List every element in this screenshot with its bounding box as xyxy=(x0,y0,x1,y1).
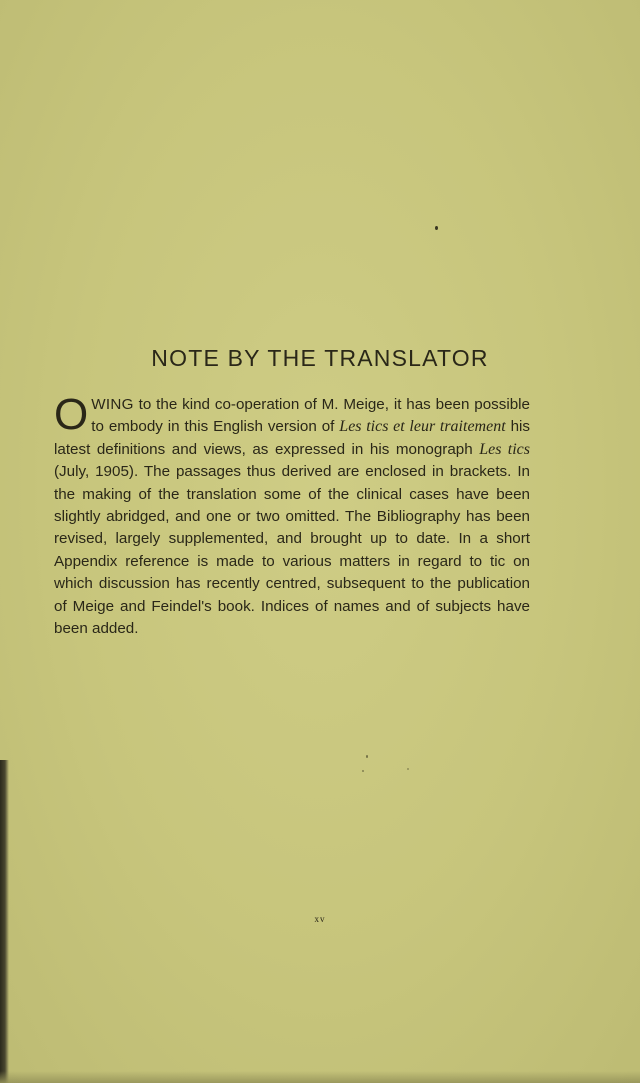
paragraph-segment-1: to the kind co-operation of M. Meige, it has been possible to embody in this English version of xyxy=(91,396,530,436)
paragraph-segment-2: his latest definitions and views, as expressed in his monograph xyxy=(54,418,530,458)
paper-speck xyxy=(407,768,409,770)
book-title-italic: Les tics et leur traitement xyxy=(339,418,506,436)
monograph-title-italic: Les tics xyxy=(479,440,530,458)
page-title: NOTE BY THE TRANSLATOR xyxy=(151,345,489,371)
paper-speck xyxy=(366,755,368,758)
translator-note-paragraph xyxy=(54,390,530,640)
page-number: xv xyxy=(314,914,326,924)
paragraph-segment-3: (July, 1905). The passages thus derived are enclosed in brackets. In the making of the translation some of the clinical cases have been slightly abridged, and one or two omitted. The Bibliography has been revised, largely supplemented, and brought up to date. In a short Appendix reference is made to various matters in regard to tic on which discussion has recently centred, subsequent to the publication of Meige and Feindel's book. Indices of names and of subjects have been added. xyxy=(54,463,530,638)
drop-cap: O xyxy=(54,390,89,439)
paper-speck xyxy=(435,226,438,230)
first-word-rest: WING xyxy=(91,396,134,413)
page-shadow-bottom xyxy=(0,1071,640,1083)
paper-speck xyxy=(362,770,364,772)
